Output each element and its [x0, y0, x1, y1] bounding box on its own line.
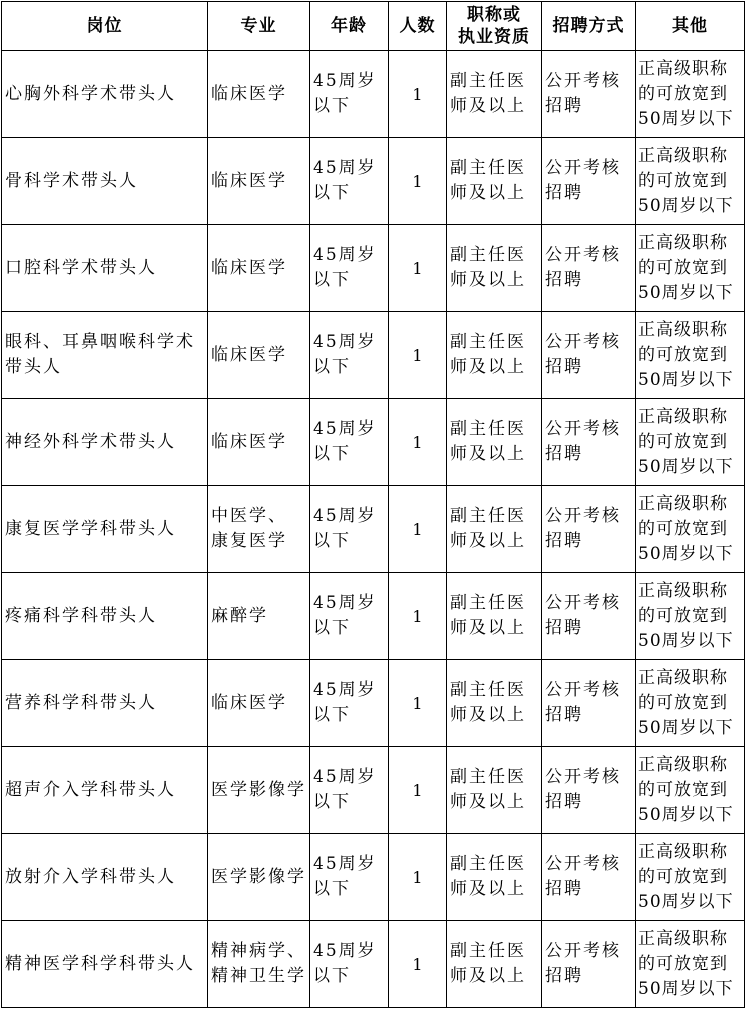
header-position: 岗位	[2, 2, 208, 51]
cell-position	[2, 225, 208, 312]
cell-major-text: 临床医学	[211, 170, 287, 191]
cell-count	[389, 138, 447, 225]
cell-major	[208, 921, 310, 1008]
cell-count-text: 1	[412, 345, 423, 365]
cell-major	[208, 225, 310, 312]
cell-age	[310, 747, 389, 834]
cell-title	[447, 834, 542, 921]
cell-major	[208, 486, 310, 573]
cell-age	[310, 921, 389, 1008]
cell-method-text: 公开考核 招聘	[545, 419, 621, 464]
cell-count	[389, 573, 447, 660]
cell-count	[389, 486, 447, 573]
cell-position-text: 放射介入学科带头人	[5, 866, 176, 887]
cell-other-text: 正高级职称 的可放宽到 50周岁以下	[638, 145, 734, 216]
cell-count	[389, 312, 447, 399]
table-row	[2, 51, 745, 138]
cell-method-text: 公开考核 招聘	[545, 593, 621, 638]
cell-major	[208, 747, 310, 834]
cell-method	[542, 660, 636, 747]
table-row	[2, 573, 745, 660]
cell-major-text: 临床医学	[211, 692, 287, 713]
cell-count-text: 1	[412, 171, 423, 191]
cell-other-text: 正高级职称 的可放宽到 50周岁以下	[638, 232, 734, 303]
cell-age-text: 45周岁 以下	[313, 245, 377, 290]
cell-position-text: 口腔科学术带头人	[5, 257, 157, 278]
cell-major-text: 精神病学、 精神卫生学	[211, 941, 306, 986]
cell-age	[310, 660, 389, 747]
cell-count-text: 1	[412, 693, 423, 713]
cell-method-text: 公开考核 招聘	[545, 332, 621, 377]
header-other: 其他	[636, 2, 745, 51]
cell-count-text: 1	[412, 84, 423, 104]
cell-position-text: 疼痛科学科带头人	[5, 605, 157, 626]
cell-age-text: 45周岁 以下	[313, 767, 377, 812]
header-title: 职称或 执业资质	[447, 2, 542, 51]
cell-age-text: 45周岁 以下	[313, 419, 377, 464]
cell-major-text: 麻醉学	[211, 605, 268, 626]
cell-position	[2, 921, 208, 1008]
cell-major	[208, 312, 310, 399]
cell-major-text: 临床医学	[211, 83, 287, 104]
cell-position	[2, 660, 208, 747]
cell-count	[389, 51, 447, 138]
cell-method-text: 公开考核 招聘	[545, 680, 621, 725]
cell-major	[208, 51, 310, 138]
cell-title	[447, 51, 542, 138]
cell-major-text: 临床医学	[211, 431, 287, 452]
cell-title	[447, 660, 542, 747]
cell-method-text: 公开考核 招聘	[545, 158, 621, 203]
cell-other-text: 正高级职称 的可放宽到 50周岁以下	[638, 754, 734, 825]
cell-count	[389, 834, 447, 921]
table-row	[2, 747, 745, 834]
cell-other	[636, 312, 745, 399]
cell-age-text: 45周岁 以下	[313, 158, 377, 203]
cell-age-text: 45周岁 以下	[313, 680, 377, 725]
cell-major	[208, 138, 310, 225]
cell-title	[447, 573, 542, 660]
cell-age	[310, 573, 389, 660]
cell-other	[636, 225, 745, 312]
cell-age-text: 45周岁 以下	[313, 71, 377, 116]
header-count: 人数	[389, 2, 447, 51]
cell-other	[636, 486, 745, 573]
cell-method-text: 公开考核 招聘	[545, 71, 621, 116]
cell-position	[2, 834, 208, 921]
cell-major	[208, 834, 310, 921]
cell-count-text: 1	[412, 432, 423, 452]
cell-title-text: 副主任医 师及以上	[450, 245, 526, 290]
cell-position	[2, 138, 208, 225]
cell-other	[636, 51, 745, 138]
cell-method	[542, 573, 636, 660]
cell-count-text: 1	[412, 606, 423, 626]
cell-count-text: 1	[412, 258, 423, 278]
cell-title	[447, 138, 542, 225]
cell-count	[389, 921, 447, 1008]
cell-method-text: 公开考核 招聘	[545, 506, 621, 551]
cell-title-text: 副主任医 师及以上	[450, 593, 526, 638]
table-row	[2, 486, 745, 573]
cell-other-text: 正高级职称 的可放宽到 50周岁以下	[638, 58, 734, 129]
cell-other	[636, 747, 745, 834]
header-row	[2, 2, 745, 51]
cell-title	[447, 486, 542, 573]
cell-position	[2, 312, 208, 399]
cell-position	[2, 486, 208, 573]
cell-method	[542, 225, 636, 312]
cell-position-text: 康复医学学科带头人	[5, 518, 176, 539]
cell-method	[542, 51, 636, 138]
cell-count	[389, 225, 447, 312]
cell-position	[2, 573, 208, 660]
cell-other-text: 正高级职称 的可放宽到 50周岁以下	[638, 841, 734, 912]
table-row	[2, 660, 745, 747]
cell-title-text: 副主任医 师及以上	[450, 941, 526, 986]
cell-method-text: 公开考核 招聘	[545, 941, 621, 986]
cell-major-text: 临床医学	[211, 344, 287, 365]
cell-title-text: 副主任医 师及以上	[450, 158, 526, 203]
cell-age	[310, 138, 389, 225]
cell-other	[636, 138, 745, 225]
cell-title-text: 副主任医 师及以上	[450, 71, 526, 116]
cell-age-text: 45周岁 以下	[313, 941, 377, 986]
cell-age-text: 45周岁 以下	[313, 506, 377, 551]
cell-count-text: 1	[412, 780, 423, 800]
cell-major-text: 中医学、 康复医学	[211, 506, 287, 551]
cell-age	[310, 312, 389, 399]
cell-age	[310, 399, 389, 486]
cell-method-text: 公开考核 招聘	[545, 767, 621, 812]
cell-major	[208, 399, 310, 486]
cell-position-text: 超声介入学科带头人	[5, 779, 176, 800]
recruitment-table	[1, 1, 745, 1008]
cell-position	[2, 747, 208, 834]
cell-method	[542, 486, 636, 573]
table-row	[2, 138, 745, 225]
cell-other	[636, 399, 745, 486]
cell-other	[636, 573, 745, 660]
cell-major	[208, 573, 310, 660]
table-body	[2, 51, 745, 1008]
cell-title-text: 副主任医 师及以上	[450, 680, 526, 725]
cell-age-text: 45周岁 以下	[313, 332, 377, 377]
cell-other	[636, 660, 745, 747]
cell-method-text: 公开考核 招聘	[545, 854, 621, 899]
cell-method	[542, 747, 636, 834]
header-method: 招聘方式	[542, 2, 636, 51]
cell-position-text: 营养科学科带头人	[5, 692, 157, 713]
cell-age	[310, 834, 389, 921]
cell-major-text: 医学影像学	[211, 779, 306, 800]
cell-position	[2, 51, 208, 138]
cell-major-text: 医学影像学	[211, 866, 306, 887]
cell-other	[636, 834, 745, 921]
cell-title	[447, 225, 542, 312]
cell-title-text: 副主任医 师及以上	[450, 419, 526, 464]
cell-position	[2, 399, 208, 486]
cell-method	[542, 312, 636, 399]
cell-other-text: 正高级职称 的可放宽到 50周岁以下	[638, 667, 734, 738]
cell-title-text: 副主任医 师及以上	[450, 767, 526, 812]
cell-age	[310, 486, 389, 573]
cell-age-text: 45周岁 以下	[313, 593, 377, 638]
cell-method	[542, 138, 636, 225]
cell-age-text: 45周岁 以下	[313, 854, 377, 899]
cell-method	[542, 399, 636, 486]
cell-age	[310, 51, 389, 138]
cell-count	[389, 747, 447, 834]
cell-count-text: 1	[412, 954, 423, 974]
cell-position-text: 眼科、耳鼻咽喉科学术 带头人	[5, 332, 195, 377]
cell-title	[447, 747, 542, 834]
cell-other	[636, 921, 745, 1008]
header-age: 年龄	[310, 2, 389, 51]
cell-title	[447, 921, 542, 1008]
cell-method	[542, 834, 636, 921]
table-row	[2, 312, 745, 399]
cell-position-text: 精神医学科学科带头人	[5, 953, 195, 974]
cell-title	[447, 312, 542, 399]
header-major: 专业	[208, 2, 310, 51]
table-row	[2, 834, 745, 921]
cell-method-text: 公开考核 招聘	[545, 245, 621, 290]
table-row	[2, 225, 745, 312]
cell-other-text: 正高级职称 的可放宽到 50周岁以下	[638, 406, 734, 477]
cell-count	[389, 399, 447, 486]
cell-position-text: 心胸外科学术带头人	[5, 83, 176, 104]
cell-other-text: 正高级职称 的可放宽到 50周岁以下	[638, 928, 734, 999]
cell-major-text: 临床医学	[211, 257, 287, 278]
cell-count	[389, 660, 447, 747]
cell-count-text: 1	[412, 519, 423, 539]
cell-age	[310, 225, 389, 312]
table-row	[2, 399, 745, 486]
cell-method	[542, 921, 636, 1008]
cell-position-text: 骨科学术带头人	[5, 170, 138, 191]
cell-title-text: 副主任医 师及以上	[450, 854, 526, 899]
cell-title	[447, 399, 542, 486]
cell-title-text: 副主任医 师及以上	[450, 506, 526, 551]
cell-position-text: 神经外科学术带头人	[5, 431, 176, 452]
cell-major	[208, 660, 310, 747]
cell-other-text: 正高级职称 的可放宽到 50周岁以下	[638, 493, 734, 564]
cell-other-text: 正高级职称 的可放宽到 50周岁以下	[638, 319, 734, 390]
cell-count-text: 1	[412, 867, 423, 887]
cell-title-text: 副主任医 师及以上	[450, 332, 526, 377]
table-row	[2, 921, 745, 1008]
cell-other-text: 正高级职称 的可放宽到 50周岁以下	[638, 580, 734, 651]
